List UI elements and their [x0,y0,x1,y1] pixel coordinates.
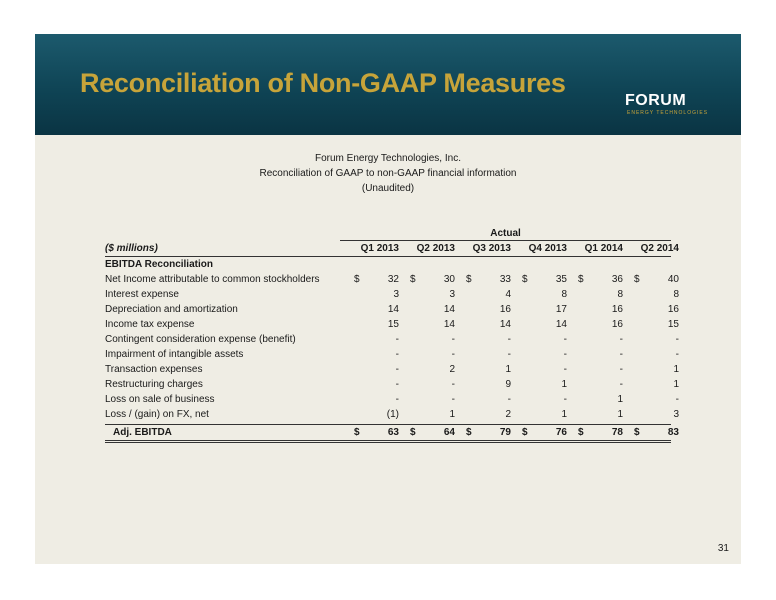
cell-value: 83 [667,427,679,438]
column-header-row [105,241,679,257]
cell-value: 16 [611,304,623,315]
dollar-sign: $ [578,274,584,285]
cell-value: 16 [667,304,679,315]
cell-value: 9 [505,379,511,390]
dollar-sign: $ [410,427,416,438]
row-label: Restructuring charges [105,379,203,390]
dollar-sign: $ [522,274,528,285]
cell-value: 1 [617,394,623,405]
cell-value: 63 [387,427,399,438]
cell-value: - [451,379,455,390]
cell-value: - [395,379,399,390]
cell-value: 3 [673,409,679,420]
total-row [105,424,679,443]
cell-value: - [451,349,455,360]
table-row [105,287,679,302]
unaudited-note: (Unaudited) [361,183,415,194]
cell-value: 15 [387,319,399,330]
cell-value: 14 [555,319,567,330]
cell-value: 14 [499,319,511,330]
cell-value: 2 [505,409,511,420]
cell-value: 1 [449,409,455,420]
ebitda-reconciliation-table [105,226,679,443]
column-header: Q2 2014 [640,243,679,254]
cell-value: 8 [561,289,567,300]
cell-value: - [619,379,623,390]
dollar-sign: $ [466,427,472,438]
cell-value: - [395,334,399,345]
dollar-sign: $ [522,427,528,438]
cell-value: - [507,394,511,405]
cell-value: - [619,334,623,345]
table-row [105,302,679,317]
forum-logo [625,92,709,120]
dollar-sign: $ [410,274,416,285]
total-label: Adj. EBITDA [113,427,172,438]
table-row [105,362,679,377]
row-label: Loss / (gain) on FX, net [105,409,209,420]
cell-value: 1 [673,364,679,375]
column-header: Q3 2013 [472,243,511,254]
row-label: Impairment of intangible assets [105,349,244,360]
cell-value: - [451,394,455,405]
column-header: Q1 2013 [360,243,399,254]
cell-value: 3 [393,289,399,300]
cell-value: 3 [449,289,455,300]
cell-value: 1 [617,409,623,420]
company-name: Forum Energy Technologies, Inc. [314,153,461,164]
page-number: 31 [717,543,729,554]
slide-title: Reconciliation of Non-GAAP Measures [80,68,566,98]
cell-value: 14 [387,304,399,315]
column-header: Q2 2013 [416,243,455,254]
cell-value: 16 [499,304,511,315]
cell-value: 14 [443,319,455,330]
cell-value: 14 [443,304,455,315]
row-label: Interest expense [105,289,179,300]
cell-value: 1 [561,379,567,390]
title-banner [35,34,741,135]
cell-value: 79 [499,427,511,438]
table-row [105,407,679,422]
row-label: Loss on sale of business [105,394,215,405]
cell-value: 78 [611,427,623,438]
cell-value: 8 [617,289,623,300]
table-row [105,332,679,347]
cell-value: - [563,394,567,405]
cell-value: - [507,334,511,345]
table-row [105,317,679,332]
dollar-sign: $ [354,427,360,438]
cell-value: 1 [561,409,567,420]
row-label: Transaction expenses [105,364,203,375]
table-row [105,347,679,362]
cell-value: 76 [555,427,567,438]
cell-value: 1 [505,364,511,375]
cell-value: 33 [499,274,511,285]
table-row [105,377,679,392]
cell-value: - [395,364,399,375]
section-label-row [105,257,671,272]
column-header: Q4 2013 [528,243,567,254]
cell-value: 30 [443,274,455,285]
cell-value: 8 [673,289,679,300]
cell-value: - [675,349,679,360]
cell-value: 16 [611,319,623,330]
row-label: Income tax expense [105,319,195,330]
cell-value: 15 [667,319,679,330]
cell-value: 2 [449,364,455,375]
cell-value: - [507,349,511,360]
slide [35,34,741,564]
cell-value: (1) [386,409,399,420]
cell-value: 17 [555,304,567,315]
table-row [105,392,679,407]
cell-value: 40 [667,274,679,285]
dollar-sign: $ [354,274,360,285]
table-subtitle: Reconciliation of GAAP to non-GAAP financial information [259,168,517,179]
table-row [105,272,679,287]
cell-value: - [451,334,455,345]
cell-value: - [395,394,399,405]
cell-value: - [395,349,399,360]
cell-value: - [675,394,679,405]
logo-subtext: ENERGY TECHNOLOGIES [627,110,709,116]
cell-value: - [675,334,679,345]
dollar-sign: $ [466,274,472,285]
cell-value: 1 [673,379,679,390]
row-label: Contingent consideration expense (benefit) [105,334,296,345]
dollar-sign: $ [634,427,640,438]
cell-value: - [563,349,567,360]
cell-value: - [619,364,623,375]
cell-value: 32 [387,274,399,285]
section-label: EBITDA Reconciliation [105,259,213,270]
dollar-sign: $ [634,274,640,285]
cell-value: - [563,364,567,375]
logo-wordmark: FORUM [625,92,687,109]
cell-value: 64 [443,427,455,438]
cell-value: - [619,349,623,360]
unit-label: ($ millions) [105,243,158,254]
actual-group-header: Actual [340,226,671,241]
cell-value: - [563,334,567,345]
column-header: Q1 2014 [584,243,623,254]
row-label: Net Income attributable to common stockholders [105,274,320,285]
cell-value: 4 [505,289,511,300]
cell-value: 36 [611,274,623,285]
table-heading [35,151,741,196]
row-label: Depreciation and amortization [105,304,238,315]
dollar-sign: $ [578,427,584,438]
cell-value: 35 [555,274,567,285]
